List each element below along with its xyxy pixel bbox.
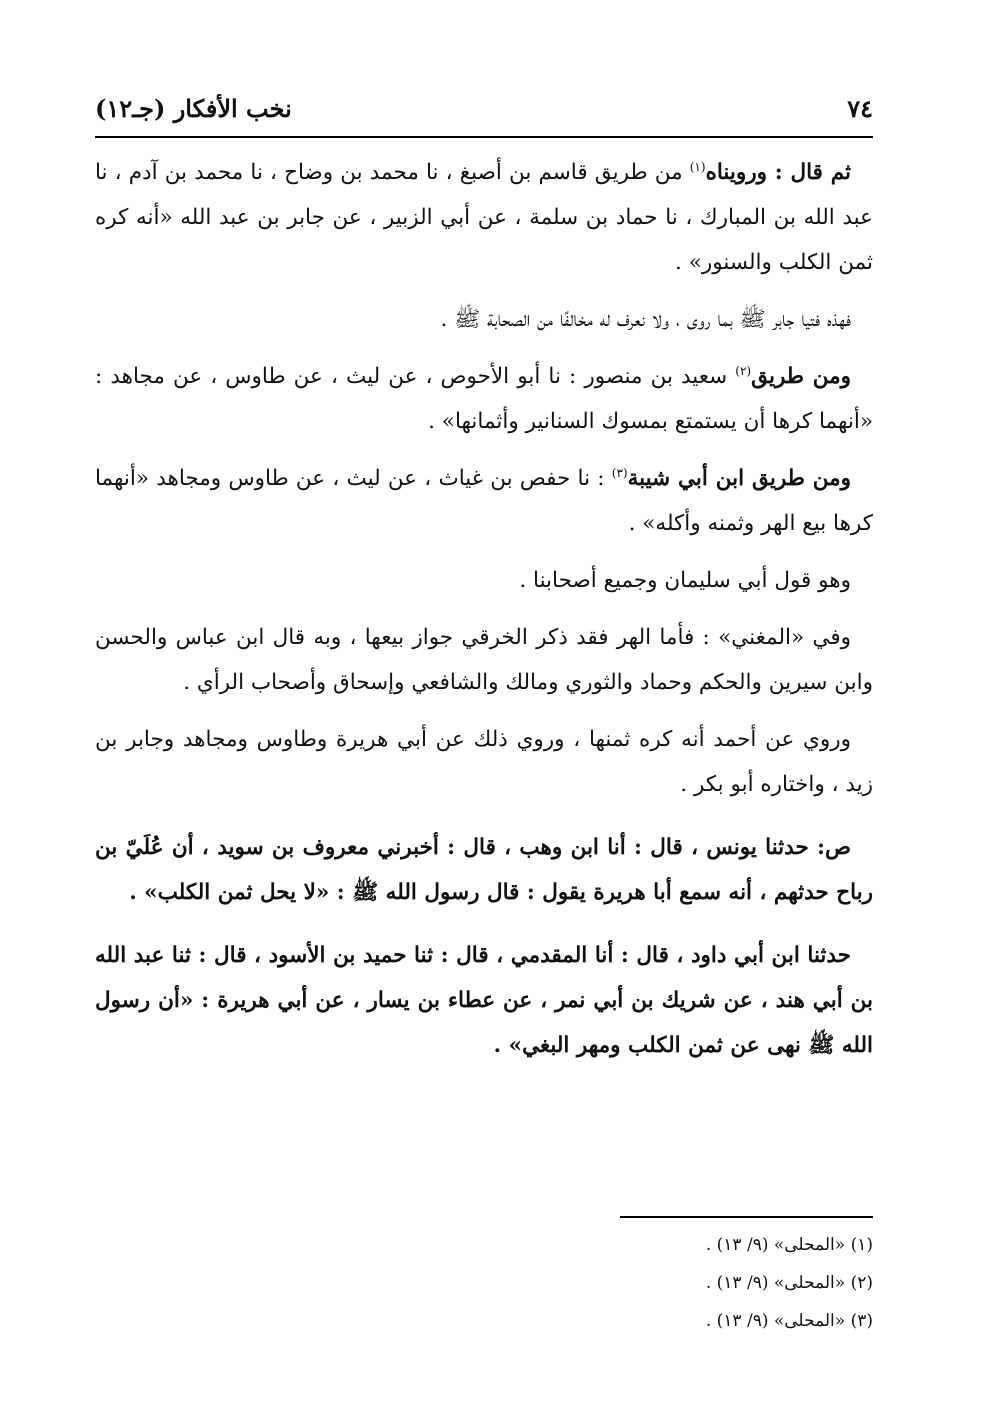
footnote-2: (٢) «المحلى» (٩/ ١٣) . — [705, 1273, 873, 1293]
paragraph-lead: ومن طريق ابن أبي شيبة — [627, 466, 851, 491]
page-number: ٧٤ — [847, 93, 873, 123]
paragraph-7: وروي عن أحمد أنه كره ثمنها ، وروي ذلك عن أبي هريرة وطاوس ومجاهد وجابر بن زيد ، واختاره أبو بكر . — [95, 727, 873, 797]
main-text — [95, 150, 873, 1086]
paragraph-6: وفي «المغني» : فأما الهر فقد ذكر الخرقي جواز بيعها ، وبه قال ابن عباس والحسن وابن سيرين والحكم وحماد والثوري ومالك والشافعي وإسحاق وأصحاب الرأي . — [95, 625, 873, 695]
footnote-marker-1: (١) — [689, 159, 706, 174]
paragraph-4 — [95, 456, 873, 546]
header-rule — [95, 136, 873, 138]
footnote-marker-3: (٣) — [611, 465, 628, 480]
footnotes — [95, 1226, 873, 1340]
footnote-3: (٣) «المحلى» (٩/ ١٣) . — [705, 1311, 873, 1331]
paragraph-text: : نا حفص بن غياث ، عن ليث ، عن طاوس ومجاهد «أنهما كرها بيع الهر وثمنه وأكله» . — [95, 466, 873, 536]
paragraph-text: سعيد بن منصور : نا أبو الأحوص ، عن ليث ، عن طاوس ، عن مجاهد : «أنهما كرها أن يستمتع بمسوك السنانير وأثمانها» . — [95, 364, 873, 434]
paragraph-lead: ثم قال : ورويناه — [705, 160, 851, 185]
footnote-1: (١) «المحلى» (٩/ ١٣) . — [705, 1235, 873, 1255]
paragraph-lead: ومن طريق — [751, 364, 851, 389]
page-header — [95, 88, 873, 128]
paragraph-3 — [95, 354, 873, 444]
paragraph-5: وهو قول أبي سليمان وجميع أصحابنا . — [519, 568, 851, 593]
hadith-text-1: ص: حدثنا يونس ، قال : أنا ابن وهب ، قال : أخبرني معروف بن سويد ، أن عُلَيّ بن رباح حدثهم ، أنه سمع أبا هريرة يقول : قال رسول الله ﷺ : «لا يحل ثمن الكلب» . — [95, 835, 873, 905]
paragraph-text: من طريق قاسم بن أصبغ ، نا محمد بن وضاح ، نا محمد بن آدم ، نا عبد الله بن المبارك ، نا حماد بن سلمة ، عن أبي الزبير ، عن جابر بن عبد الله «أنه كره ثمن الكلب والسنور» . — [95, 160, 873, 275]
paragraph-1 — [95, 150, 873, 285]
hadith-text-2: حدثنا ابن أبي داود ، قال : أنا المقدمي ، قال : ثنا حميد بن الأسود ، قال : ثنا عبد الله بن أبي هند ، عن شريك بن أبي نمر ، عن عطاء بن يسار ، عن أبي هريرة : «أن رسول الله ﷺ نهى عن ثمن الكلب ومهر البغي» . — [95, 943, 873, 1058]
footnote-rule — [620, 1216, 873, 1218]
footnote-marker-2: (٢) — [735, 363, 752, 378]
running-title: نخب الأفكار (جـ١٢) — [95, 93, 292, 123]
paragraph-2: فهذه فتيا جابر ﷺ بما روى ، ولا نعرف له مخالفًا من الصحابة ﷺ . — [440, 307, 851, 332]
